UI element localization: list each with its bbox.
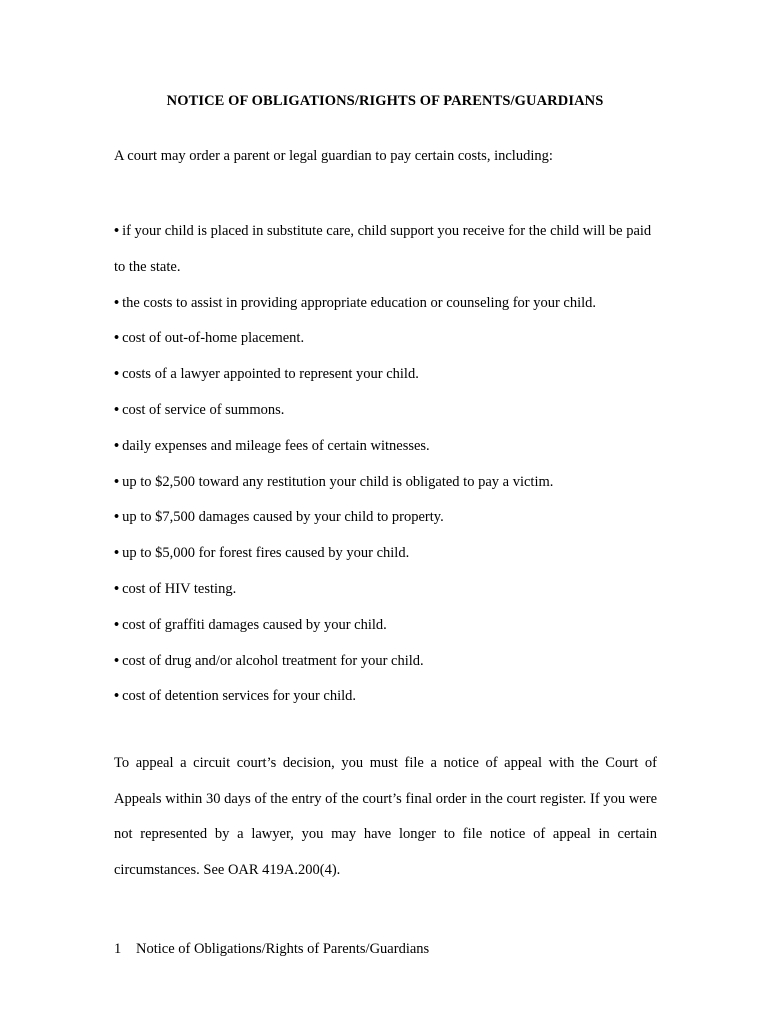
list-item-text: daily expenses and mileage fees of certain witnesses. (122, 437, 430, 454)
bullet-icon: • (114, 294, 120, 311)
list-item-text: cost of service of summons. (122, 401, 285, 418)
bullet-icon: • (114, 437, 120, 454)
list-item (114, 286, 659, 322)
list-item-text: cost of HIV testing. (122, 580, 237, 597)
list-item (114, 465, 659, 501)
bullet-icon: • (114, 688, 120, 705)
list-item-text: cost of drug and/or alcohol treatment for your child. (122, 652, 424, 669)
list-item-text: the costs to assist in providing appropriate education or counseling for your child. (122, 294, 597, 311)
appeal-paragraph: To appeal a circuit court’s decision, you must file a notice of appeal with the Court of Appeals within 30 days of the entry of the court’s final order in the court register. If you were not represented by a lawyer, you may have longer to file notice of appeal in certain circumstances. See OAR 419A.200(4). (114, 755, 657, 878)
list-item (114, 572, 659, 608)
list-item (114, 357, 659, 393)
page-footer (114, 941, 429, 958)
list-item (114, 321, 659, 357)
bullet-icon: • (114, 223, 120, 239)
list-item-text: cost of graffiti damages caused by your child. (122, 616, 387, 633)
page-number: 1 (114, 941, 122, 957)
list-item (114, 679, 659, 715)
list-item-text: cost of detention services for your child. (122, 688, 357, 705)
list-item-text: up to $5,000 for forest fires caused by your child. (122, 545, 410, 562)
bullet-icon: • (114, 366, 120, 383)
list-item-text: cost of out-of-home placement. (122, 330, 305, 347)
bullet-icon: • (114, 545, 120, 562)
list-item-text: if your child is placed in substitute care, child support you receive for the child will be paid to the state. (114, 223, 652, 275)
list-item (114, 429, 659, 465)
bullet-icon: • (114, 580, 120, 597)
list-item-text: up to $2,500 toward any restitution your child is obligated to pay a victim. (122, 473, 554, 490)
list-item (114, 608, 659, 644)
intro-paragraph: A court may order a parent or legal guardian to pay certain costs, including: (114, 148, 553, 164)
costs-list (114, 214, 659, 715)
bullet-icon: • (114, 401, 120, 418)
document-title: NOTICE OF OBLIGATIONS/RIGHTS OF PARENTS/GUARDIANS (166, 93, 604, 109)
bullet-icon: • (114, 509, 120, 526)
list-item-text: up to $7,500 damages caused by your child to property. (122, 509, 444, 526)
bullet-icon: • (114, 330, 120, 347)
list-item (114, 644, 659, 680)
list-item (114, 500, 659, 536)
list-item-text: costs of a lawyer appointed to represent your child. (122, 366, 419, 383)
bullet-icon: • (114, 616, 120, 633)
bullet-icon: • (114, 473, 120, 490)
footer-text: Notice of Obligations/Rights of Parents/Guardians (136, 941, 430, 957)
list-item (114, 536, 659, 572)
list-item (114, 214, 659, 286)
list-item (114, 393, 659, 429)
bullet-icon: • (114, 652, 120, 669)
